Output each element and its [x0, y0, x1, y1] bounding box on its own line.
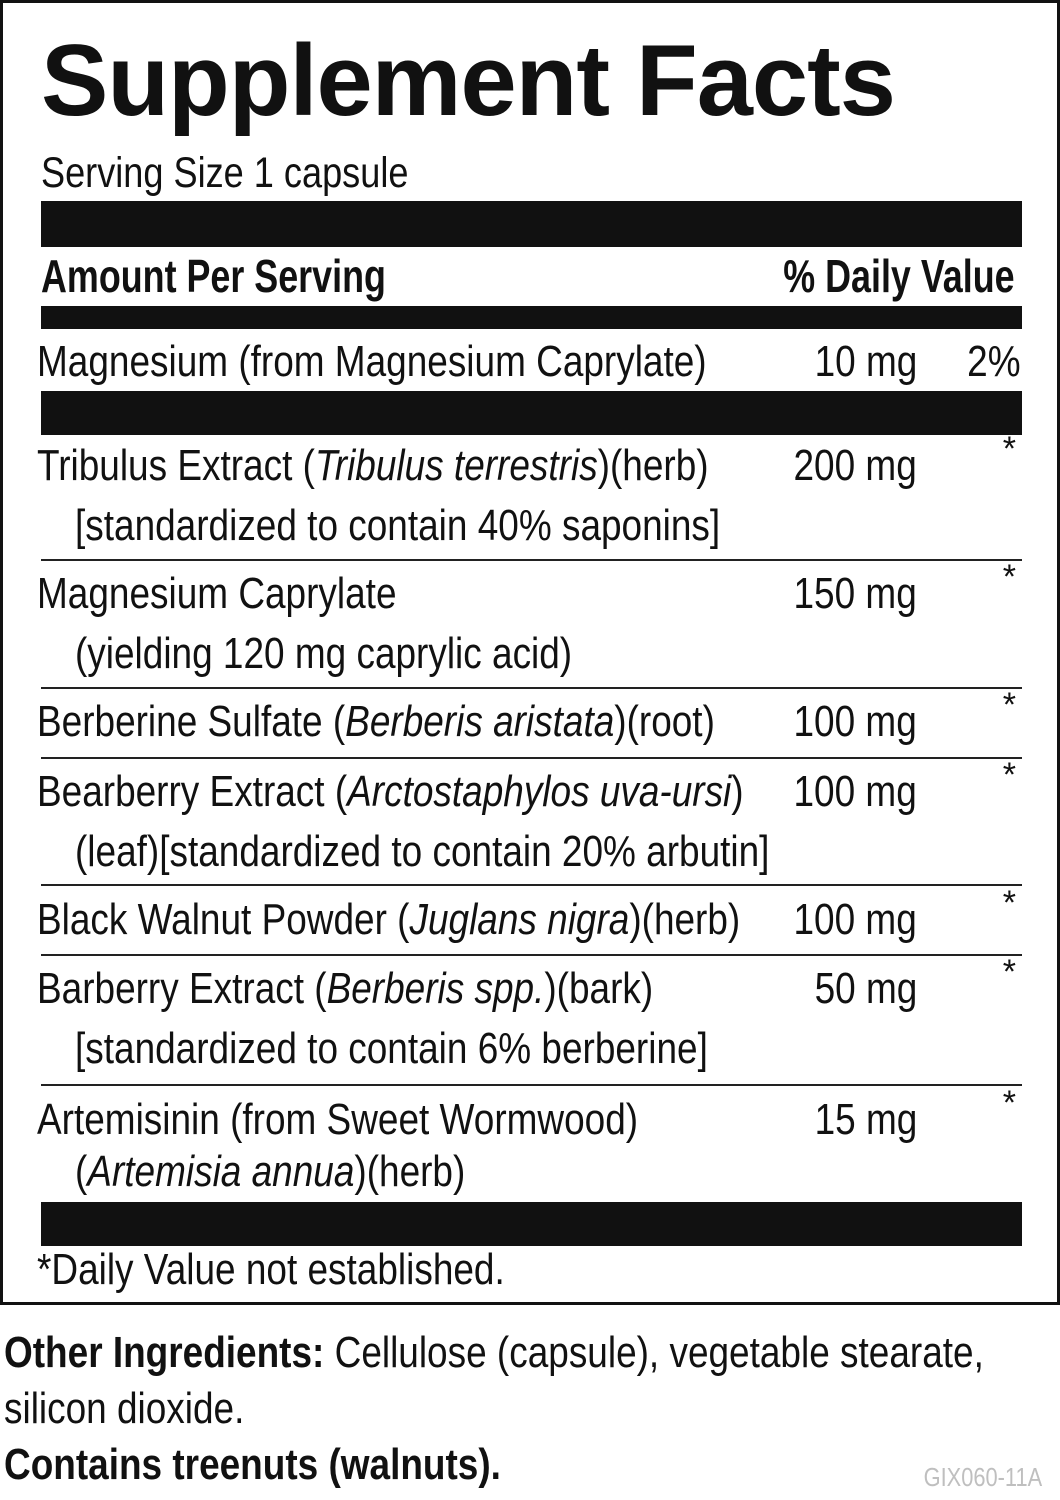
daily-value-asterisk: *: [1002, 884, 1016, 922]
other-ingredients-label: Other Ingredients:: [4, 1328, 325, 1377]
ingredient-detail: [standardized to contain 6% berberine]: [75, 1024, 708, 1073]
other-ingredients-line2: silicon dioxide.: [4, 1384, 245, 1433]
row-divider: [41, 757, 1022, 759]
ingredient-amount: 15 mg: [814, 1095, 917, 1144]
product-code: GIX060-11A: [923, 1462, 1042, 1492]
daily-value-asterisk: *: [1002, 756, 1016, 794]
ingredient-name: Barberry Extract (Berberis spp.)(bark): [37, 964, 654, 1013]
row-divider: [41, 884, 1022, 886]
latin-name: Berberis spp.: [326, 964, 545, 1013]
ingredient-detail: (yielding 120 mg caprylic acid): [75, 629, 573, 678]
nutrient-name: Magnesium (from Magnesium Caprylate): [37, 337, 707, 386]
daily-value-header: % Daily Value: [783, 250, 1015, 302]
ingredient-name: Tribulus Extract (Tribulus terrestris)(herb): [37, 441, 709, 490]
ingredient-name: Bearberry Extract (Arctostaphylos uva-ursi): [37, 767, 744, 816]
ingredient-detail: (leaf)[standardized to contain 20% arbutin]: [75, 827, 770, 876]
amount-per-serving-header: Amount Per Serving: [41, 250, 386, 302]
ingredient-amount: 100 mg: [793, 767, 917, 816]
latin-name: Berberis aristata: [345, 697, 615, 746]
thick-rule-bottom: [41, 1202, 1022, 1246]
ingredient-amount: 50 mg: [814, 964, 917, 1013]
latin-name: Arctostaphylos uva-ursi: [347, 767, 732, 816]
latin-name: Juglans nigra: [409, 895, 630, 944]
ingredient-detail: [standardized to contain 40% saponins]: [75, 501, 721, 550]
other-ingredients-text: Cellulose (capsule), vegetable stearate,: [324, 1328, 984, 1377]
latin-name: Tribulus terrestris: [314, 441, 598, 490]
header-rule: [41, 306, 1022, 329]
row-divider: [41, 954, 1022, 956]
daily-value-asterisk: *: [1002, 558, 1016, 596]
ingredient-name: Artemisinin (from Sweet Wormwood): [37, 1095, 639, 1144]
ingredient-amount: 100 mg: [793, 895, 917, 944]
row-divider: [41, 559, 1022, 561]
daily-value-footnote: *Daily Value not established.: [37, 1245, 505, 1294]
row-divider: [41, 687, 1022, 689]
thick-rule-top: [41, 201, 1022, 247]
ingredient-amount: 200 mg: [793, 441, 917, 490]
nutrient-amount: 10 mg: [814, 337, 917, 386]
panel-title: Supplement Facts: [41, 25, 895, 137]
latin-name: Artemisia annua: [87, 1147, 355, 1196]
ingredient-name: Berberine Sulfate (Berberis aristata)(root): [37, 697, 715, 746]
ingredient-name: Magnesium Caprylate: [37, 569, 397, 618]
allergen-statement: Contains treenuts (walnuts).: [4, 1440, 501, 1489]
other-ingredients-line1: [4, 1326, 984, 1380]
daily-value-asterisk: *: [1002, 953, 1016, 991]
ingredient-amount: 100 mg: [793, 697, 917, 746]
daily-value-asterisk: *: [1002, 686, 1016, 724]
daily-value-asterisk: *: [1002, 1084, 1016, 1122]
daily-value-asterisk: *: [1002, 430, 1016, 468]
nutrient-daily-value: 2%: [967, 337, 1021, 386]
thick-rule-middle: [41, 391, 1022, 435]
serving-size: Serving Size 1 capsule: [41, 149, 409, 197]
ingredient-amount: 150 mg: [793, 569, 917, 618]
ingredient-detail: (Artemisia annua)(herb): [75, 1147, 466, 1196]
row-divider: [41, 1084, 1022, 1086]
ingredient-name: Black Walnut Powder (Juglans nigra)(herb): [37, 895, 741, 944]
